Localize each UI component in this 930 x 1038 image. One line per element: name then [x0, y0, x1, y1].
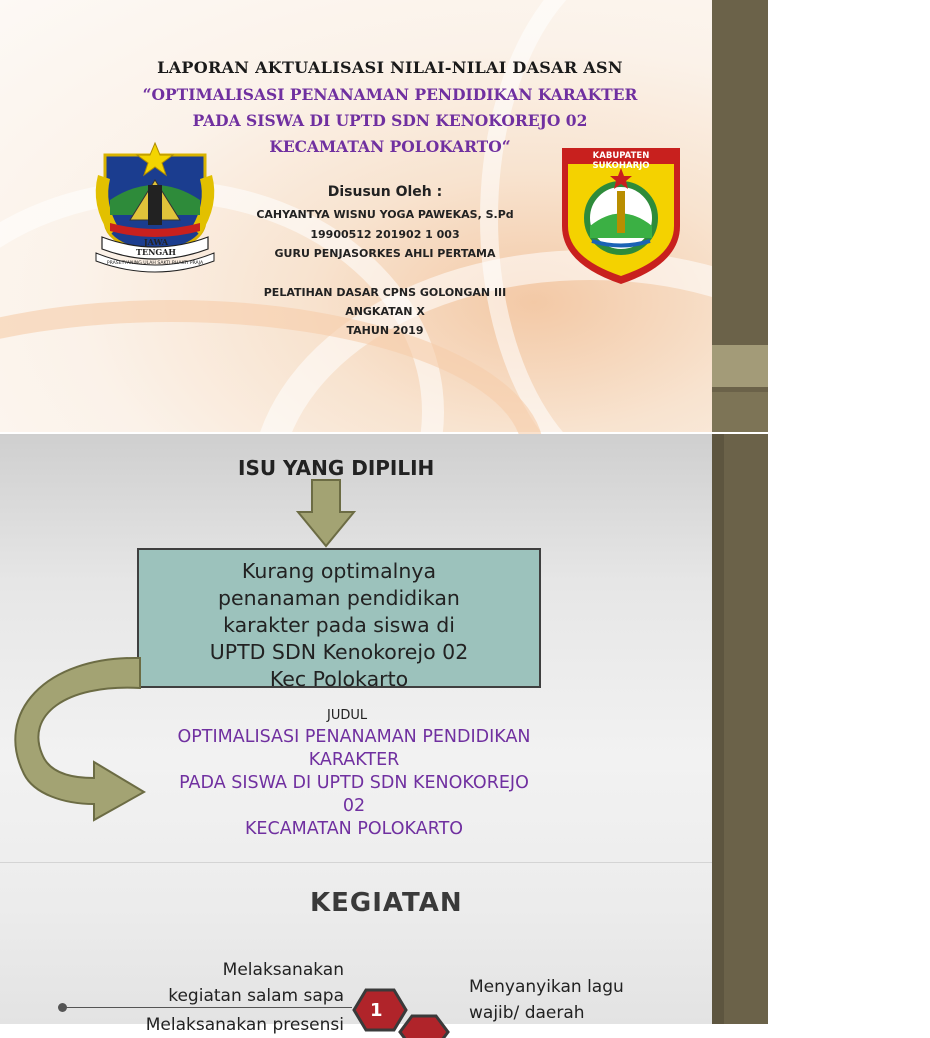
slide-divider — [0, 862, 712, 863]
report-title-line-2: PADA SISWA DI UPTD SDN KENOKOREJO 02 — [192, 111, 588, 130]
title-slide — [0, 0, 712, 432]
training-year: TAHUN 2019 — [346, 324, 424, 337]
author-name: CAHYANTYA WISNU YOGA PAWEKAS, S.Pd — [256, 208, 514, 221]
connector-dot — [58, 1003, 67, 1012]
issue-line: Kec Polokarto — [269, 667, 409, 691]
curved-arrow-icon — [4, 644, 154, 824]
issue-box — [137, 548, 541, 691]
issue-line: UPTD SDN Kenokorejo 02 — [209, 640, 469, 664]
logo-right-banner: KABUPATEN SUKOHARJO — [592, 151, 650, 171]
badge-1-number: 1 — [370, 1000, 383, 1021]
training-batch: ANGKATAN X — [345, 305, 425, 318]
step-1-text — [100, 957, 344, 1009]
step-connector — [62, 1007, 352, 1008]
slide1-side-bar — [712, 0, 768, 432]
report-heading: LAPORAN AKTUALISASI NILAI-NILAI DASAR ASN — [157, 58, 623, 77]
step-right-text — [469, 974, 669, 1026]
judul-block — [148, 726, 560, 841]
judul-line: 02 — [342, 796, 366, 816]
judul-line: OPTIMALISASI PENANAMAN PENDIDIKAN — [177, 727, 531, 747]
isu-title: ISU YANG DIPILIH — [238, 456, 435, 480]
judul-line: KARAKTER — [308, 750, 400, 770]
issue-line: Kurang optimalnya — [241, 559, 437, 583]
step-right-line: wajib/ daerah — [469, 1003, 585, 1023]
logo-left-banner: JAWA TENGAH — [136, 237, 176, 257]
step-right-line: Menyanyikan lagu — [469, 977, 624, 997]
step-1-line: kegiatan salam sapa — [168, 986, 344, 1006]
step-badges — [352, 988, 462, 1024]
down-arrow-icon — [296, 478, 356, 548]
author-position: GURU PENJASORKES AHLI PERTAMA — [274, 247, 496, 260]
step-1-line: Melaksanakan — [222, 960, 344, 980]
judul-line: KECAMATAN POLOKARTO — [244, 819, 464, 839]
logo-left-motto: PRASETYANING ULAH SAKTI BHAKTI PRAJA — [106, 261, 204, 266]
judul-line: PADA SISWA DI UPTD SDN KENOKOREJO — [179, 773, 529, 793]
issue-line: karakter pada siswa di — [223, 613, 455, 637]
sukoharjo-logo — [560, 146, 682, 286]
issue-slide — [0, 434, 712, 1035]
training-name: PELATIHAN DASAR CPNS GOLONGAN III — [263, 286, 507, 299]
disusun-label: Disusun Oleh : — [327, 184, 443, 200]
author-nip: 19900512 201902 1 003 — [310, 228, 460, 241]
issue-line: penanaman pendidikan — [218, 586, 460, 610]
judul-label: JUDUL — [327, 708, 368, 723]
report-title-line-1: “OPTIMALISASI PENANAMAN PENDIDIKAN KARAKTER — [142, 85, 638, 104]
slide2-side-bar — [712, 434, 768, 1024]
report-title-line-3: KECAMATAN POLOKARTO“ — [269, 137, 511, 156]
step-2-text: Melaksanakan presensi — [145, 1015, 344, 1035]
kegiatan-title: KEGIATAN — [310, 888, 463, 918]
